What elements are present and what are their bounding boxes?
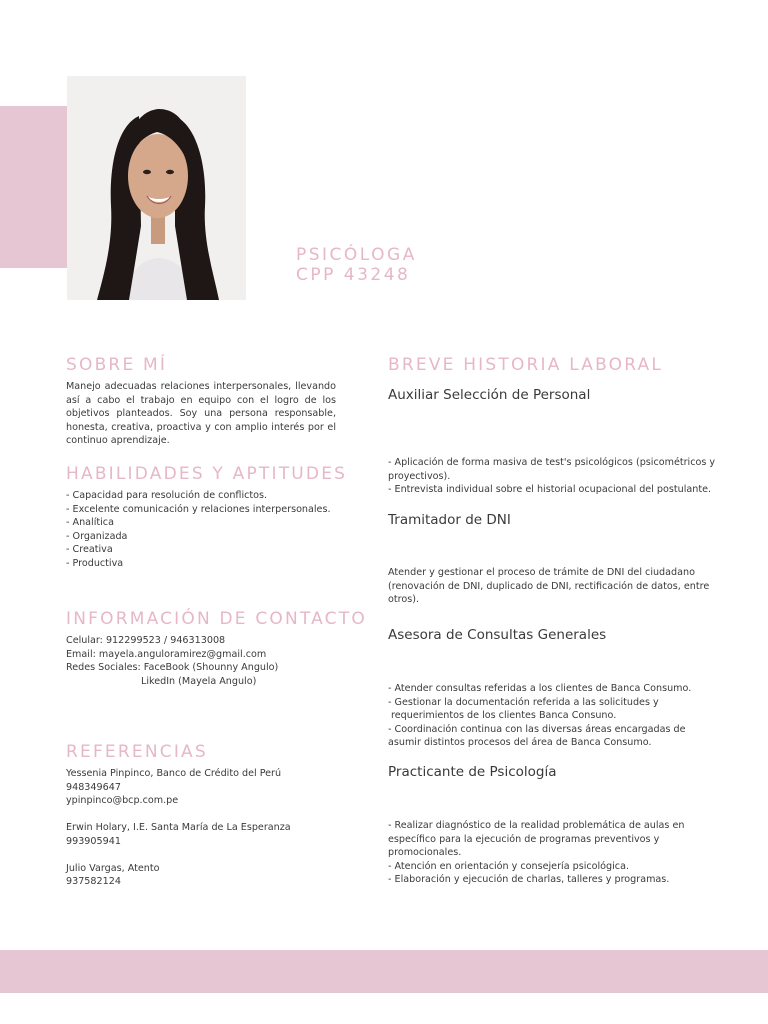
contact-email[interactable]: Email: mayela.anguloramirez@gmail.com	[66, 648, 267, 660]
person-portrait-icon	[67, 76, 246, 300]
job-title: Practicante de Psicología	[388, 764, 557, 780]
job-duty: - Atención en orientación y consejería psicológica.	[388, 860, 630, 872]
job-description	[388, 682, 691, 750]
job-duty: específico para la ejecución de programas preventivos y	[388, 833, 660, 845]
reference-phone: 937582124	[66, 876, 121, 887]
job-duty: - Elaboración y ejecución de charlas, talleres y programas.	[388, 874, 670, 885]
job-duty: promocionales.	[388, 847, 462, 858]
job-duty: requerimientos de los clientes Banca Consuno.	[388, 710, 617, 721]
work-history-heading: BREVE HISTORIA LABORAL	[388, 355, 664, 375]
job-description	[388, 819, 684, 887]
job-description	[388, 456, 715, 497]
reference-name: Julio Vargas, Atento	[66, 862, 160, 874]
skill-item: - Productiva	[66, 557, 124, 569]
skill-item: - Analítica	[66, 517, 114, 528]
reference-name: Erwin Holary, I.E. Santa María de La Esperanza	[66, 822, 291, 833]
footer-band	[0, 950, 768, 993]
skill-item: - Capacidad para resolución de conflictos.	[66, 490, 268, 501]
reference-spacer	[66, 808, 291, 822]
profile-photo	[67, 76, 246, 300]
job-duty: - Realizar diagnóstico de la realidad problemática de aulas en	[388, 820, 685, 831]
skill-item: - Creativa	[66, 544, 113, 555]
references-list	[66, 767, 291, 889]
reference-phone: 993905941	[66, 835, 121, 847]
about-text: Manejo adecuadas relaciones interpersonales, llevando así a cabo el trabajo en equipo con el logro de los objetivos planteados. Soy una persona responsable, honesta, creativa, proactiva y con amplio interés por el continuo aprendizaje.	[66, 381, 336, 446]
job-duty: proyectivos).	[388, 470, 451, 482]
contact-phone: Celular: 912299523 / 946313008	[66, 635, 226, 646]
skills-heading: HABILIDADES Y APTITUDES	[66, 464, 348, 484]
skill-item: - Excelente comunicación y relaciones interpersonales.	[66, 503, 331, 515]
about-heading: SOBRE MÍ	[66, 355, 168, 375]
accent-block	[0, 106, 67, 268]
references-heading: REFERENCIAS	[66, 742, 208, 762]
job-title: Asesora de Consultas Generales	[388, 627, 607, 643]
job-duty: - Entrevista individual sobre el historial ocupacional del postulante.	[388, 484, 712, 495]
skill-item: - Organizada	[66, 530, 128, 542]
job-title: Auxiliar Selección de Personal	[388, 387, 591, 403]
reference-name: Yessenia Pinpinco, Banco de Crédito del Perú	[66, 768, 282, 779]
profession-line: PSICÓLOGA	[296, 245, 417, 265]
job-duty: - Coordinación continua con las diversas áreas encargadas de	[388, 723, 686, 735]
reference-email[interactable]: ypinpinco@bcp.com.pe	[66, 795, 179, 806]
skills-list	[66, 489, 331, 570]
contact-info	[66, 634, 278, 688]
job-duty: - Aplicación de forma masiva de test's psicológicos (psicométricos y	[388, 457, 716, 468]
license-number: CPP 43248	[296, 265, 411, 285]
job-description	[388, 566, 709, 607]
profession-title	[296, 245, 417, 285]
job-title: Tramitador de DNI	[388, 512, 511, 528]
reference-spacer	[66, 848, 291, 862]
job-duty: Atender y gestionar el proceso de trámite de DNI del ciudadano	[388, 567, 695, 578]
contact-heading: INFORMACIÓN DE CONTACTO	[66, 609, 367, 629]
job-duty: otros).	[388, 594, 420, 605]
job-duty: asumir distintos procesos del área de Banca Consumo.	[388, 737, 652, 748]
contact-linkedin: LikedIn (Mayela Angulo)	[141, 675, 257, 687]
job-duty: - Atender consultas referidas a los clientes de Banca Consumo.	[388, 683, 692, 694]
job-duty: - Gestionar la documentación referida a las solicitudes y	[388, 696, 659, 708]
contact-social: Redes Sociales: FaceBook (Shounny Angulo)	[66, 662, 279, 673]
job-duty: (renovación de DNI, duplicado de DNI, rectificación de datos, entre	[388, 580, 710, 592]
reference-phone: 948349647	[66, 781, 121, 793]
